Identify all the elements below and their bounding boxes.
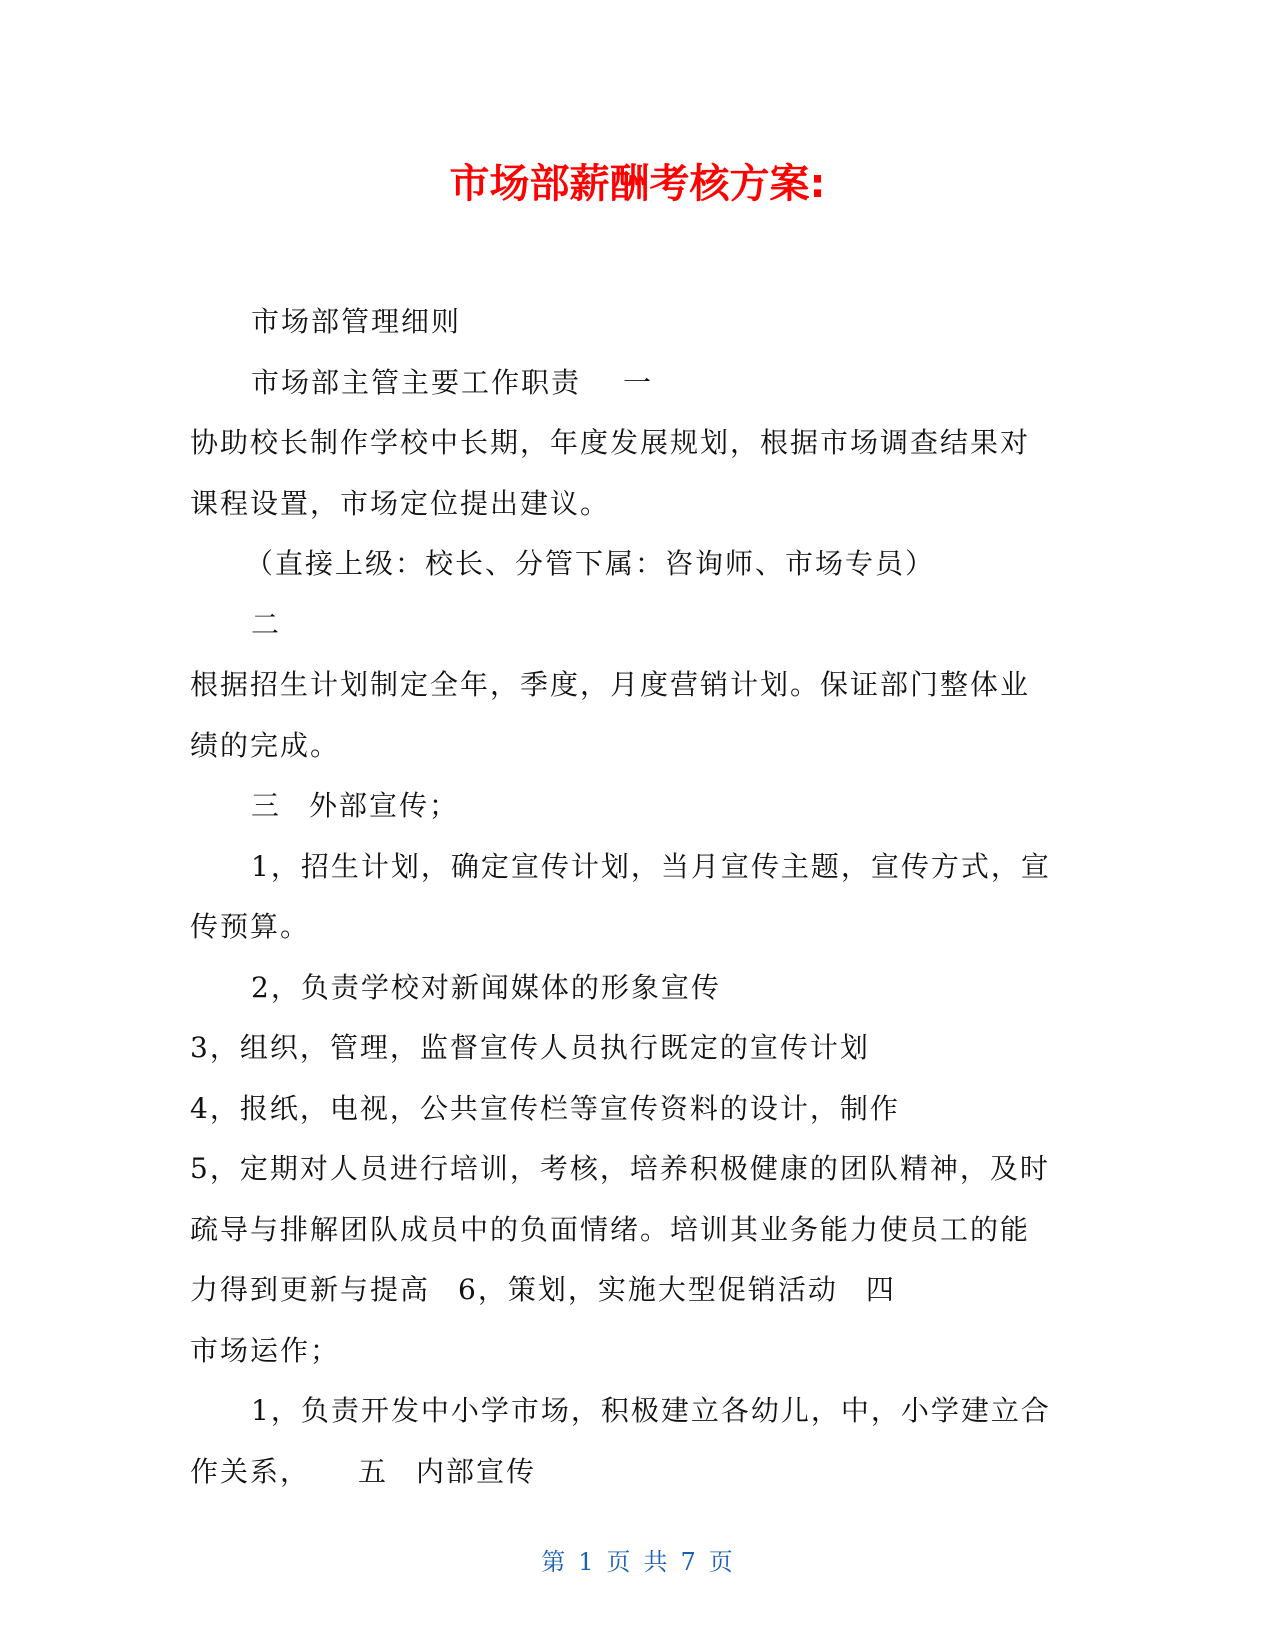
text-line: 1，招生计划，确定宣传计划，当月宣传主题，宣传方式，宣 [251, 849, 1051, 883]
document-title: 市场部薪酬考核方案: [449, 161, 826, 207]
text-line: 绩的完成。 [190, 728, 341, 762]
text-line: 协助校长制作学校中长期，年度发展规划，根据市场调查结果对 [190, 426, 1031, 459]
footer-page-unit: 页 [606, 1548, 632, 1576]
text-line: 二 [251, 607, 282, 641]
text-line: 5，定期对人员进行培训，考核，培养积极健康的团队精神，及时 [190, 1152, 1050, 1185]
text-line: 传预算。 [190, 910, 311, 943]
text-line: 课程设置，市场定位提出建议。 [190, 486, 611, 520]
page-footer [0, 1546, 1275, 1578]
footer-total-unit: 页 [708, 1548, 734, 1576]
document-body [190, 292, 1080, 1502]
text-line: 根据招生计划制定全年，季度，月度营销计划。保证部门整体业 [190, 668, 1031, 701]
footer-total-label: 共 [643, 1548, 669, 1576]
text-line: 1，负责开发中小学市场，积极建立各幼儿，中，小学建立合 [251, 1394, 1051, 1427]
text-line: 市场部管理细则 [251, 305, 462, 338]
text-line: 市场运作； [190, 1333, 341, 1367]
text-line: 三 外部宣传； [251, 789, 460, 822]
footer-page-label: 第 [541, 1548, 567, 1576]
footer-current-page: 1 [578, 1548, 595, 1576]
text-line: 力得到更新与提高 6，策划，实施大型促销活动 四 [190, 1273, 896, 1306]
text-line: 作关系， 五 内部宣传 [190, 1454, 537, 1488]
text-line: 3，组织，管理，监督宣传人员执行既定的宣传计划 [190, 1031, 870, 1064]
text-line: 疏导与排解团队成员中的负面情绪。培训其业务能力使员工的能 [190, 1212, 1031, 1246]
footer-total-pages: 7 [680, 1548, 697, 1576]
text-line: 市场部主管主要工作职责 一 [251, 365, 654, 399]
text-line: （直接上级：校长、分管下属：咨询师、市场专员） [245, 547, 936, 580]
text-line: 2，负责学校对新闻媒体的形象宣传 [251, 970, 721, 1004]
text-line: 4，报纸，电视，公共宣传栏等宣传资料的设计，制作 [190, 1091, 900, 1125]
